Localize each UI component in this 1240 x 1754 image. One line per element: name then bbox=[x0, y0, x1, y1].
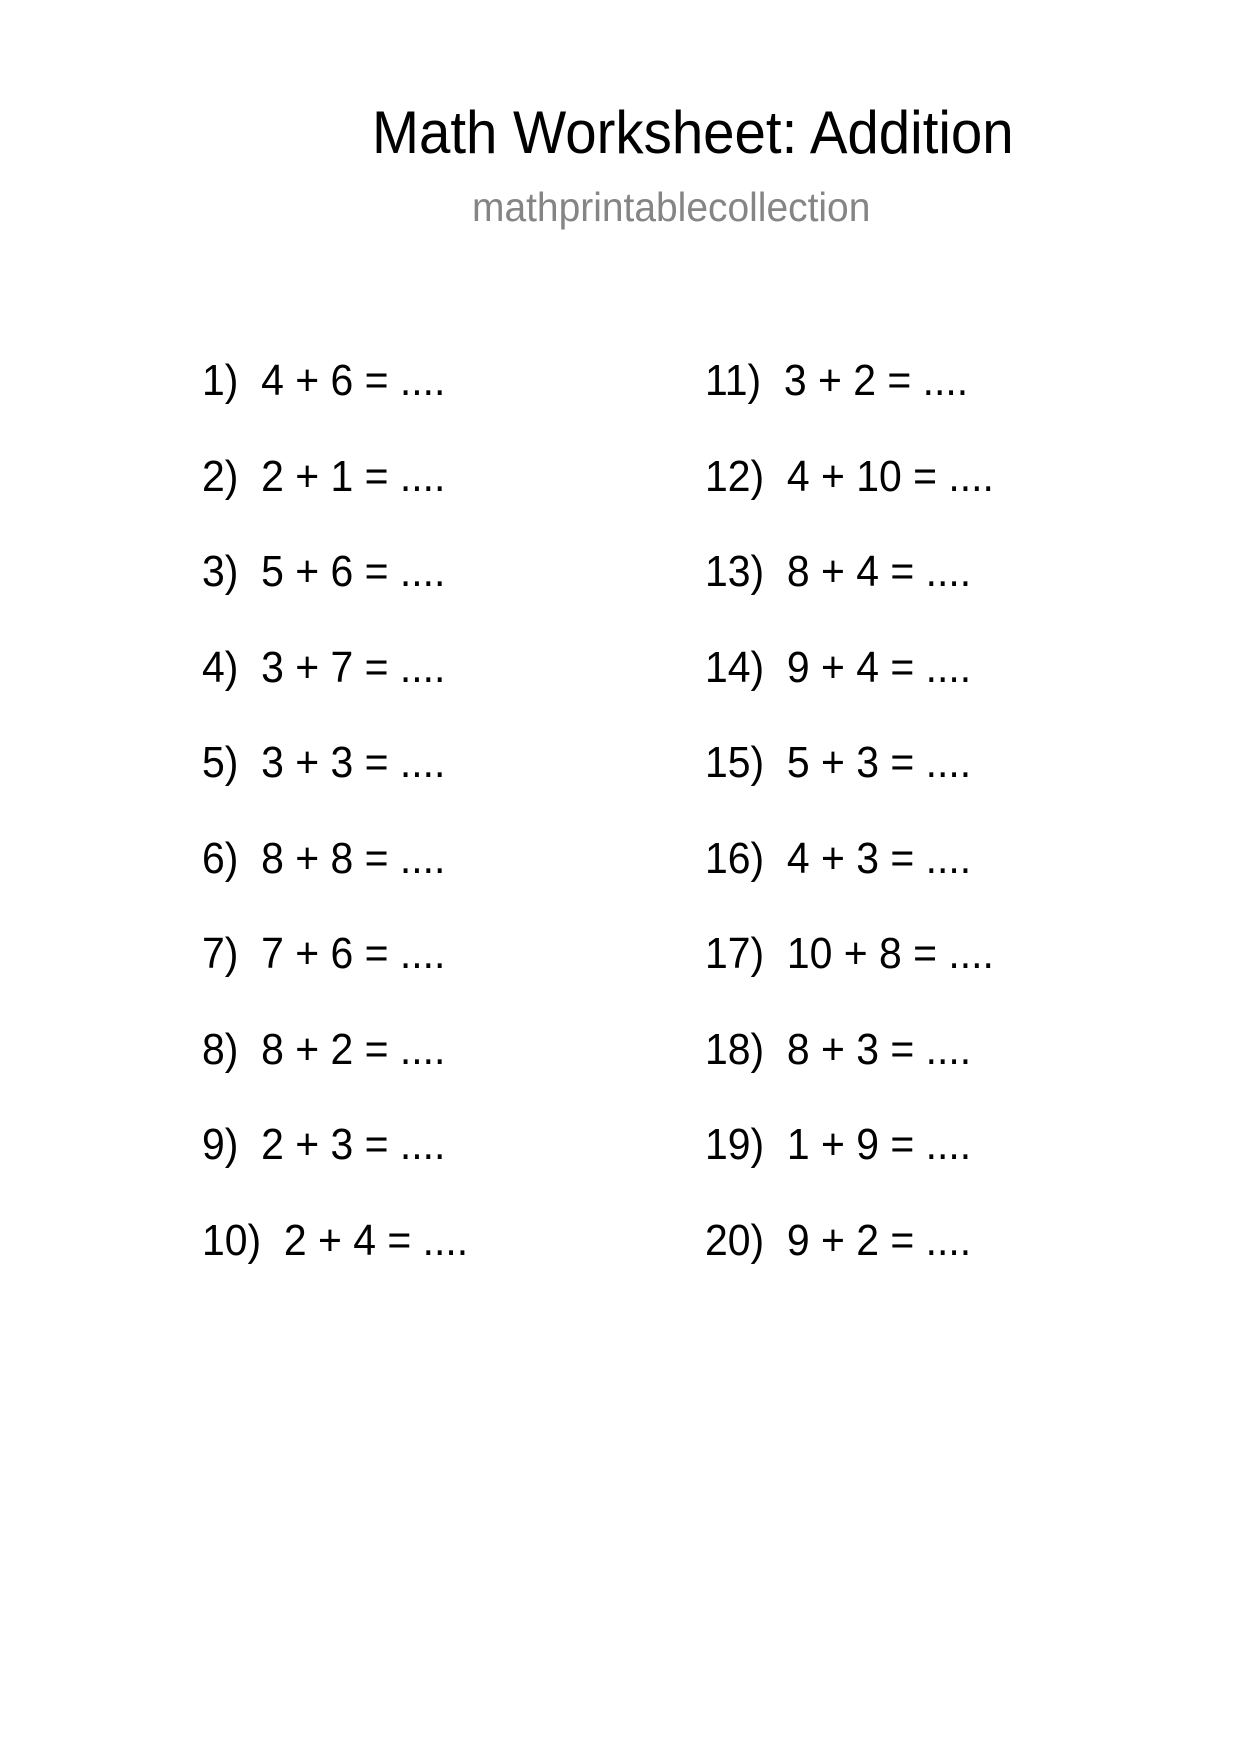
problem-2: 2) 2 + 1 = .... bbox=[202, 451, 446, 501]
problem-1: 1) 4 + 6 = .... bbox=[202, 356, 446, 405]
problem-15: 15) 5 + 3 = .... bbox=[705, 738, 972, 787]
problem-10: 10) 2 + 4 = .... bbox=[202, 1215, 469, 1265]
problem-19: 19) 1 + 9 = .... bbox=[705, 1120, 972, 1169]
problem-11: 11) 3 + 2 = .... bbox=[705, 356, 969, 405]
problems-column-right bbox=[705, 355, 1016, 1310]
problem-4: 4) 3 + 7 = .... bbox=[202, 642, 446, 692]
problem-6: 6) 8 + 8 = .... bbox=[202, 833, 446, 883]
problem-5: 5) 3 + 3 = .... bbox=[202, 738, 446, 787]
problem-7: 7) 7 + 6 = .... bbox=[202, 929, 446, 978]
problem-8: 8) 8 + 2 = .... bbox=[202, 1024, 446, 1074]
worksheet-title: Math Worksheet: Addition bbox=[372, 99, 1014, 166]
problem-9: 9) 2 + 3 = .... bbox=[202, 1120, 446, 1169]
problem-17: 17) 10 + 8 = .... bbox=[705, 929, 994, 978]
problem-16: 16) 4 + 3 = .... bbox=[705, 833, 972, 883]
problem-18: 18) 8 + 3 = .... bbox=[705, 1024, 972, 1074]
problem-20: 20) 9 + 2 = .... bbox=[705, 1215, 972, 1265]
problems-column-left bbox=[202, 355, 488, 1310]
problem-13: 13) 8 + 4 = .... bbox=[705, 547, 972, 596]
problem-3: 3) 5 + 6 = .... bbox=[202, 547, 446, 596]
problem-12: 12) 4 + 10 = .... bbox=[705, 451, 994, 501]
worksheet-subtitle: mathprintablecollection bbox=[472, 184, 871, 230]
problem-14: 14) 9 + 4 = .... bbox=[705, 642, 972, 692]
